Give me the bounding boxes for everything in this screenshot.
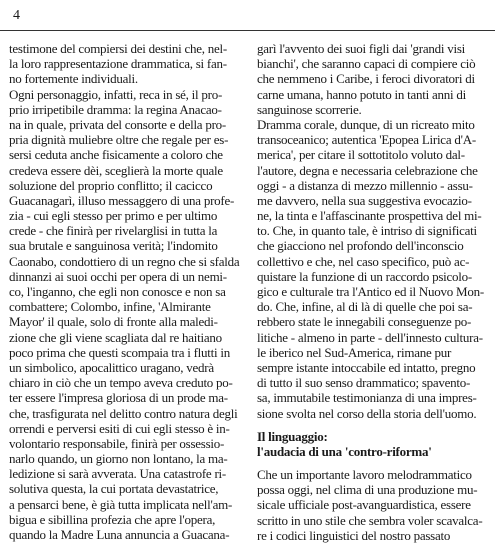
text-line: dinnanzi ai suoi occhi per opera di un nemi- bbox=[9, 268, 227, 284]
text-line: poco prima che questi scompaia tra i flutti in bbox=[9, 344, 230, 360]
text-line: soluzione del proprio conflitto; il cacicco bbox=[9, 177, 213, 193]
text-line: zione che gli viene scagliata dal re haitiano bbox=[9, 329, 222, 345]
text-line: co, l'inganno, che egli non conosce e non sa bbox=[9, 284, 226, 299]
text-line: scritto in uno stile che sembra voler scavalca- bbox=[257, 512, 483, 528]
text-line: narlo quando, un giorno non lontano, la ma- bbox=[9, 451, 228, 467]
text-line: solutiva questa, la cui portata devastatrice, bbox=[9, 481, 219, 497]
text-line: quando la Madre Luna annuncia a Guacana- bbox=[9, 527, 230, 542]
text-line: l'autore, degna e necessaria celebrazione che bbox=[257, 162, 478, 178]
text-line: chiaro in ciò che un tempo aveva creduto po- bbox=[9, 375, 233, 391]
text-line: ter essere l'impresa gloriosa di un prode ma- bbox=[9, 390, 228, 406]
text-line: sicale ufficiale post-avanguardistica, essere bbox=[257, 497, 471, 513]
text-line: Guacanagarì, illuso messaggero di una profe- bbox=[9, 192, 235, 208]
text-line: zia - cui egli stesso per primo e per ultimo bbox=[9, 208, 218, 224]
section-gap bbox=[257, 459, 483, 467]
text-line: che, trasfigurata nel delitto contro natura degli bbox=[9, 405, 238, 421]
text-line: Caonabo, condottiero di un regno che si sfalda bbox=[9, 253, 240, 269]
text-line: Che un importante lavoro melodrammatico bbox=[257, 467, 472, 483]
text-line: na in quale, privata del consorte e della pro- bbox=[9, 116, 226, 132]
text-line: sione svolta nel corso della storia dell'uomo. bbox=[257, 405, 477, 421]
text-line: sempre istante intoccabile ed intatto, pregno bbox=[257, 359, 476, 375]
text-line: carne umana, hanno potuto in tanti anni di bbox=[257, 86, 466, 102]
text-line: volontario responsabile, finirà per ossessio- bbox=[9, 435, 225, 451]
text-line: orrendi e perversi esiti di cui egli stesso è in- bbox=[9, 420, 230, 436]
text-line: do. Che, infine, al di là di quelle che poi sa- bbox=[257, 299, 473, 315]
text-line: bianchi', che saranno capaci di compiere ciò bbox=[257, 56, 476, 72]
text-line: prio irripetibile dramma: la regina Anacao- bbox=[9, 101, 222, 117]
text-line: Mayor' il quale, solo di fronte alla maledi- bbox=[9, 314, 218, 330]
text-line: sanguinose scorrerie. bbox=[257, 101, 362, 117]
text-line: la loro rappresentazione drammatica, si fan- bbox=[9, 56, 227, 72]
text-line: di tutto il suo senso drammatico; spavento- bbox=[257, 375, 471, 391]
text-line: gico e culturale tra l'Antico ed il Nuovo Mon- bbox=[257, 284, 484, 299]
text-line: oggi - a distanza di mezzo millennio - assu- bbox=[257, 177, 473, 193]
text-line: bigua e sibillina profezia che apre l'opera, bbox=[9, 511, 216, 527]
text-line: a pensarci bene, è già tutta implicata nell'am- bbox=[9, 496, 233, 512]
section-gap bbox=[257, 421, 483, 429]
right-column bbox=[257, 41, 483, 543]
text-line: un simbolico, apocalittico uragano, vedrà bbox=[9, 359, 214, 375]
text-line: che nemmeno i Caribe, i feroci divoratori di bbox=[257, 71, 475, 87]
text-line: le iberico nel Sud-America, rimane pur bbox=[257, 344, 452, 360]
text-line: merica', per citare il sottotitolo voluto dal- bbox=[257, 147, 465, 163]
text-line: re i codici linguistici del nostro passato bbox=[257, 527, 451, 543]
text-line: no fortemente individuali. bbox=[9, 71, 138, 87]
text-line: pria dignità muliebre oltre che regale per es- bbox=[9, 132, 229, 148]
section-heading: Il linguaggio: bbox=[257, 428, 328, 444]
text-line: sa, immutabile testimonianza di una impres- bbox=[257, 390, 477, 406]
text-line: crede - che finirà per rivelarglisi in tutta la bbox=[9, 223, 218, 239]
left-column bbox=[9, 41, 240, 542]
text-line: sersi ceduta anche fisicamente a coloro che bbox=[9, 147, 223, 163]
text-line: rebbero state le innegabili conseguenze po- bbox=[257, 314, 472, 330]
section-heading-subtitle: l'audacia di una 'contro-riforma' bbox=[257, 443, 432, 459]
text-line: transoceanico; autentica 'Epopea Lirica d'A- bbox=[257, 132, 476, 148]
text-line: sua brutale e sanguinosa verità; l'indomito bbox=[9, 238, 218, 254]
text-line: possa oggi, nel clima di una produzione mu- bbox=[257, 482, 478, 498]
text-line: litiche - almeno in parte - dell'innesto cultura- bbox=[257, 329, 483, 345]
text-line: ne, la tinta e l'affascinante prospettiva del mi- bbox=[257, 208, 482, 224]
text-line: garì l'avvento dei suoi figli dai 'grandi visi bbox=[257, 41, 466, 56]
page-number: 4 bbox=[13, 8, 20, 23]
header-rule bbox=[0, 30, 495, 31]
text-line: Ogni personaggio, infatti, reca in sé, il pro- bbox=[9, 86, 223, 102]
text-line: ledizione si sarà avverata. Una catastrofe ri- bbox=[9, 466, 226, 482]
text-line: me davvero, nella sua suggestiva evocazio- bbox=[257, 192, 472, 208]
text-line: testimone del compiersi dei destini che, nel- bbox=[9, 41, 227, 56]
text-line: collettivo e che, nel caso specifico, può ac- bbox=[257, 253, 470, 269]
text-line: credeva essere dèi, sceglierà la morte quale bbox=[9, 162, 223, 178]
text-line: quistare la funzione di un raccordo psicolo- bbox=[257, 268, 472, 284]
text-line: combattere; Colombo, infine, 'Almirante bbox=[9, 299, 211, 315]
text-line: Dramma corale, dunque, di un ricreato mito bbox=[257, 116, 475, 132]
text-line: che giacciono nel profondo dell'inconscio bbox=[257, 238, 464, 254]
text-line: to. Che, in quanto tale, è intriso di significati bbox=[257, 223, 477, 239]
